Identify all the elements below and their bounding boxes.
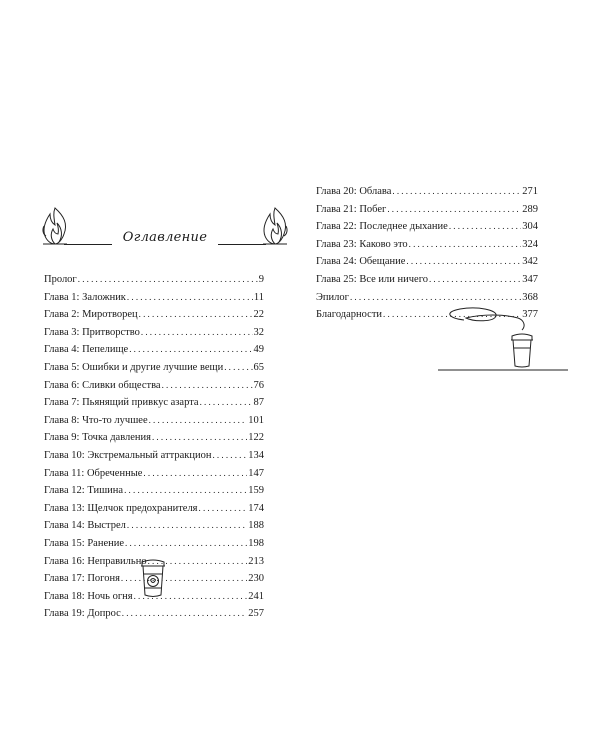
entry-title: Глава 22: Последнее дыхание [316, 221, 448, 233]
coffee-cup-icon [138, 558, 168, 598]
entry-page: 159 [248, 485, 264, 497]
entry-page: 241 [248, 590, 264, 602]
entry-title: Глава 1: Заложник [44, 291, 126, 303]
entry-page: 257 [248, 608, 264, 620]
toc-entry-chapter-14[interactable] [44, 517, 264, 535]
toc-entry-chapter-25[interactable] [316, 271, 538, 289]
entry-title: Глава 9: Точка давления [44, 432, 151, 444]
entry-page: 213 [248, 555, 264, 567]
toc-entry-chapter-12[interactable] [44, 482, 264, 500]
entry-title: Глава 6: Сливки общества [44, 379, 161, 391]
toc-entry-chapter-21[interactable] [316, 201, 538, 219]
dot-leader [122, 605, 247, 623]
dot-leader [127, 517, 247, 535]
entry-title: Глава 16: Неправильно [44, 555, 147, 567]
dot-leader [392, 183, 521, 201]
dot-leader [406, 253, 521, 271]
entry-title: Глава 8: Что-то лучшее [44, 414, 148, 426]
toc-entry-chapter-11[interactable] [44, 465, 264, 483]
entry-page: 377 [522, 309, 538, 321]
entry-title: Глава 20: Облава [316, 186, 392, 197]
toc-entry-chapter-7[interactable] [44, 394, 264, 412]
toc-entry-chapter-23[interactable] [316, 236, 538, 254]
entry-title: Глава 17: Погоня [44, 573, 120, 585]
entry-title: Глава 24: Обещание [316, 256, 406, 268]
toc-entry-chapter-5[interactable] [44, 359, 264, 377]
toc-entry-chapter-9[interactable] [44, 429, 264, 447]
entry-page: 65 [253, 361, 264, 373]
entry-page: 76 [253, 379, 264, 391]
toc-entry-chapter-24[interactable] [316, 253, 538, 271]
entry-page: 147 [248, 467, 264, 479]
entry-title: Пролог [44, 274, 77, 285]
dot-leader [350, 289, 521, 307]
dot-leader [429, 271, 521, 289]
entry-title: Глава 7: Пьянящий привкус азарта [44, 397, 199, 409]
dot-leader [143, 465, 247, 483]
entry-page: 347 [522, 273, 538, 285]
dot-leader [200, 394, 253, 412]
toc-title: Оглавление [122, 230, 208, 245]
dot-leader [78, 271, 258, 289]
entry-title: Глава 10: Экстремальный аттракцион [44, 449, 212, 461]
toc-entry-chapter-13[interactable] [44, 500, 264, 518]
entry-page: 324 [522, 238, 538, 250]
toc-entry-chapter-4[interactable] [44, 341, 264, 359]
entry-page: 304 [522, 221, 538, 233]
entry-page: 271 [522, 186, 538, 197]
entry-page: 9 [258, 274, 264, 285]
entry-page: 22 [253, 309, 264, 321]
toc-entry-chapter-20[interactable] [316, 183, 538, 201]
entry-page: 198 [248, 537, 264, 549]
entry-title: Глава 2: Миротворец [44, 309, 138, 321]
dot-leader [139, 306, 253, 324]
entry-title: Глава 15: Ранение [44, 537, 125, 549]
dot-leader [129, 341, 252, 359]
dot-leader [124, 482, 247, 500]
toc-entry-epilogue[interactable] [316, 289, 538, 307]
entry-page: 87 [253, 397, 264, 409]
toc-entry-chapter-22[interactable] [316, 218, 538, 236]
toc-entry-chapter-8[interactable] [44, 412, 264, 430]
entry-title: Глава 3: Притворство [44, 326, 140, 338]
dot-leader [212, 447, 247, 465]
coffee-cup-steam-icon [438, 306, 568, 378]
dot-leader [409, 236, 522, 254]
dot-leader [125, 535, 247, 553]
entry-page: 32 [253, 326, 264, 338]
flame-icon [260, 206, 290, 246]
entry-title: Эпилог [316, 291, 349, 303]
entry-title: Глава 4: Пепелище [44, 344, 129, 356]
entry-title: Глава 14: Выстрел [44, 520, 126, 532]
toc-entry-prologue[interactable] [44, 271, 264, 289]
entry-page: 101 [248, 414, 264, 426]
entry-title: Глава 19: Допрос [44, 608, 121, 620]
toc-list-right [316, 183, 538, 324]
dot-leader [149, 412, 248, 430]
dot-leader [199, 500, 248, 518]
toc-header [40, 204, 290, 250]
dot-leader [162, 377, 253, 395]
entry-title: Глава 13: Щелчок предохранителя [44, 502, 198, 514]
toc-entry-chapter-19[interactable] [44, 605, 264, 623]
entry-page: 11 [253, 291, 264, 303]
dot-leader [127, 289, 253, 307]
entry-title: Глава 25: Все или ничего [316, 273, 428, 285]
entry-title: Глава 12: Тишина [44, 485, 124, 497]
right-page [300, 0, 600, 750]
entry-page: 342 [522, 256, 538, 268]
toc-entry-chapter-2[interactable] [44, 306, 264, 324]
dot-leader [224, 359, 252, 377]
entry-title: Глава 5: Ошибки и другие лучшие вещи [44, 361, 224, 373]
entry-page: 122 [248, 432, 264, 444]
entry-title: Глава 23: Каково это [316, 238, 408, 250]
header-line-right [218, 244, 266, 245]
dot-leader [152, 429, 247, 447]
toc-entry-chapter-10[interactable] [44, 447, 264, 465]
entry-page: 188 [248, 520, 264, 532]
entry-page: 49 [253, 344, 264, 356]
entry-page: 368 [522, 291, 538, 303]
entry-page: 230 [248, 573, 264, 585]
dot-leader [449, 218, 521, 236]
toc-entry-chapter-3[interactable] [44, 324, 264, 342]
dot-leader [141, 324, 253, 342]
toc-entry-chapter-1[interactable] [44, 289, 264, 307]
toc-entry-chapter-6[interactable] [44, 377, 264, 395]
dot-leader [387, 201, 521, 219]
entry-title: Глава 11: Обреченные [44, 467, 143, 479]
toc-entry-chapter-15[interactable] [44, 535, 264, 553]
entry-page: 134 [248, 449, 264, 461]
entry-title: Глава 21: Побег [316, 203, 387, 215]
entry-title: Благодарности [316, 309, 383, 321]
entry-page: 289 [522, 203, 538, 215]
entry-title: Глава 18: Ночь огня [44, 590, 133, 602]
entry-page: 174 [248, 502, 264, 514]
